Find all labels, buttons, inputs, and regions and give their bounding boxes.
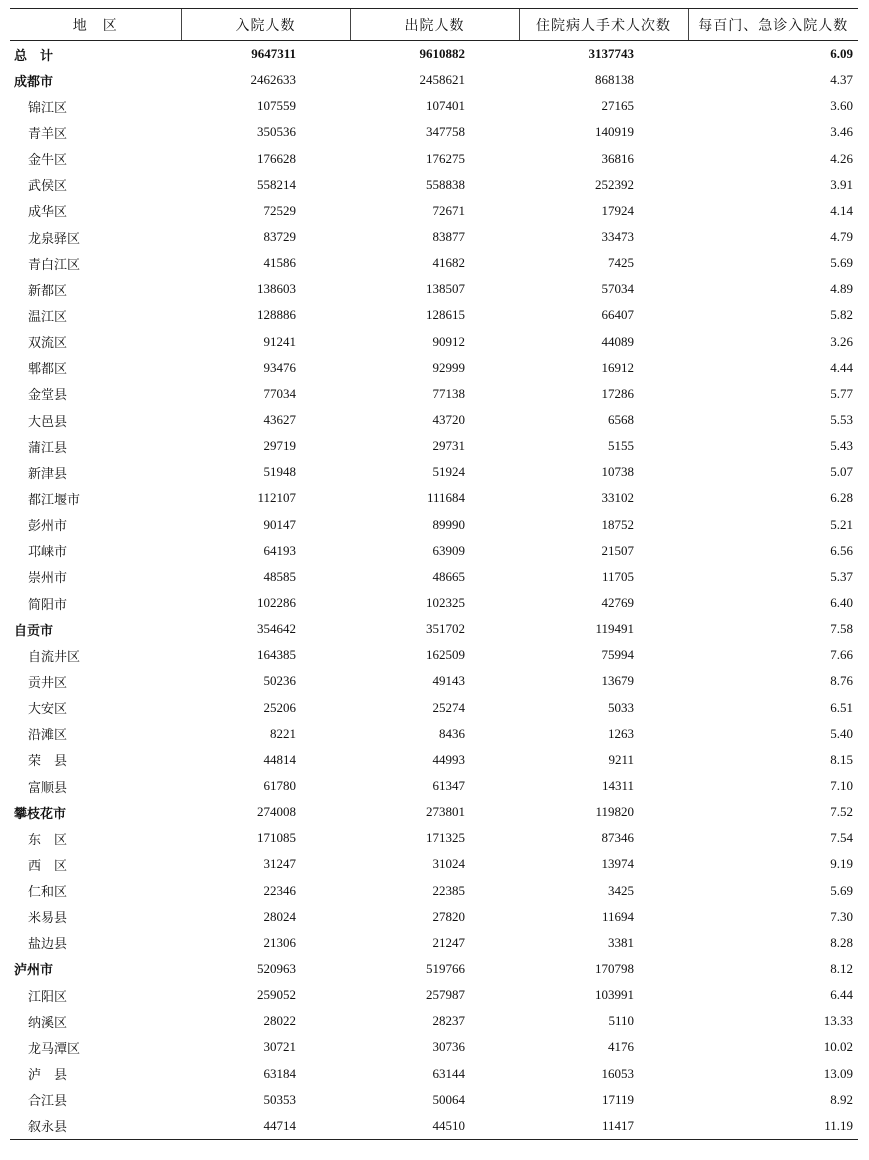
region-name-cell: 攀枝花市 — [14, 806, 67, 822]
surgeries-cell: 3381 — [608, 934, 634, 950]
table-row — [10, 590, 858, 616]
surgeries-cell: 75994 — [601, 647, 634, 663]
admission-rate-cell: 11.19 — [688, 1113, 858, 1140]
header-region: 地 区 — [10, 9, 181, 41]
table-row — [10, 250, 858, 276]
admissions-cell: 171085 — [257, 830, 296, 846]
discharges-cell: 41682 — [432, 255, 465, 271]
admissions-cell: 128886 — [257, 307, 296, 323]
table-row — [10, 695, 858, 721]
region-name-cell: 荣 县 — [28, 754, 68, 770]
region-name-cell: 合江县 — [28, 1094, 68, 1110]
table-row — [10, 799, 858, 825]
discharges-cell: 63144 — [432, 1065, 465, 1081]
table-row — [10, 1060, 858, 1086]
admissions-cell: 50353 — [263, 1091, 296, 1107]
admissions-cell: 44714 — [181, 1113, 350, 1140]
discharges-cell: 519766 — [426, 960, 465, 976]
surgeries-cell: 103991 — [595, 987, 634, 1003]
discharges-cell: 171325 — [426, 830, 465, 846]
admission-rate-cell: 6.09 — [830, 46, 853, 62]
region-name-cell: 自流井区 — [28, 649, 81, 665]
region-name-cell: 新都区 — [28, 283, 68, 299]
table-row — [10, 878, 858, 904]
region-name-cell: 彭州市 — [28, 519, 68, 535]
region-name-cell: 青羊区 — [28, 126, 68, 142]
admissions-cell: 30721 — [263, 1039, 296, 1055]
admissions-cell: 51948 — [263, 464, 296, 480]
admissions-cell: 44814 — [263, 751, 296, 767]
admissions-cell: 64193 — [263, 542, 296, 558]
table-row — [10, 538, 858, 564]
admissions-cell: 138603 — [257, 281, 296, 297]
discharges-cell: 111684 — [426, 490, 465, 506]
surgeries-cell: 5033 — [608, 699, 634, 715]
discharges-cell: 48665 — [432, 568, 465, 584]
admission-rate-cell: 7.10 — [830, 778, 853, 793]
table-row — [10, 433, 858, 459]
surgeries-cell: 3425 — [608, 882, 634, 898]
surgeries-cell: 252392 — [595, 176, 634, 192]
admission-rate-cell: 6.56 — [830, 542, 853, 558]
discharges-cell: 49143 — [432, 673, 465, 689]
hospital-admissions-table — [10, 8, 858, 1140]
admissions-cell: 558214 — [257, 176, 296, 192]
region-name-cell: 泸 县 — [28, 1068, 68, 1084]
admissions-cell: 90147 — [263, 516, 296, 532]
discharges-cell: 72671 — [432, 202, 465, 218]
region-name-cell: 纳溪区 — [28, 1015, 68, 1031]
table-row — [10, 381, 858, 407]
region-name-cell: 叙永县 — [10, 1113, 181, 1140]
table-row — [10, 276, 858, 302]
region-name-cell: 大安区 — [28, 702, 68, 718]
admission-rate-cell: 6.51 — [830, 699, 853, 715]
table-row — [10, 67, 858, 93]
admission-rate-cell: 10.02 — [823, 1039, 853, 1055]
admissions-cell: 274008 — [257, 804, 296, 820]
admissions-cell: 50236 — [263, 673, 296, 689]
table-row — [10, 302, 858, 328]
table-row — [10, 172, 858, 198]
admission-rate-cell: 7.66 — [830, 647, 853, 663]
region-name-cell: 龙泉驿区 — [28, 231, 81, 247]
table-header — [10, 9, 858, 41]
admission-rate-cell: 5.82 — [830, 307, 853, 323]
surgeries-cell: 33473 — [601, 229, 634, 245]
admissions-cell: 63184 — [263, 1065, 296, 1081]
surgeries-cell: 5110 — [608, 1013, 634, 1029]
surgeries-cell: 17286 — [601, 385, 634, 401]
region-name-cell: 仁和区 — [28, 885, 68, 901]
surgeries-cell: 1263 — [608, 725, 634, 741]
admission-rate-cell: 3.60 — [830, 98, 853, 114]
surgeries-cell: 17119 — [601, 1091, 634, 1107]
region-name-cell: 金堂县 — [28, 388, 68, 404]
discharges-cell: 176275 — [426, 150, 465, 166]
discharges-cell: 61347 — [432, 778, 465, 793]
admissions-cell: 102286 — [257, 595, 296, 611]
region-name-cell: 西 区 — [28, 858, 68, 874]
surgeries-cell: 18752 — [601, 516, 634, 532]
region-name-cell: 泸州市 — [14, 963, 54, 979]
admission-rate-cell: 3.26 — [830, 333, 853, 349]
header-row — [10, 9, 858, 41]
surgeries-cell: 16912 — [601, 359, 634, 375]
admission-rate-cell: 9.19 — [830, 856, 853, 872]
surgeries-cell: 13679 — [601, 673, 634, 689]
admission-rate-cell: 13.09 — [823, 1065, 853, 1081]
admissions-cell: 83729 — [263, 229, 296, 245]
admissions-cell: 43627 — [263, 412, 296, 428]
table-row — [10, 616, 858, 642]
admissions-cell: 107559 — [257, 98, 296, 114]
region-name-cell: 盐边县 — [28, 937, 68, 953]
admissions-cell: 29719 — [263, 438, 296, 454]
region-name-cell: 江阳区 — [28, 989, 68, 1005]
admissions-cell: 28024 — [263, 908, 296, 924]
surgeries-cell: 6568 — [608, 412, 634, 428]
admission-rate-cell: 8.15 — [830, 751, 853, 767]
region-name-cell: 龙马潭区 — [28, 1041, 81, 1057]
surgeries-cell: 170798 — [595, 960, 634, 976]
table-row — [10, 1113, 858, 1140]
region-name-cell: 东 区 — [28, 832, 68, 848]
admission-rate-cell: 5.40 — [830, 725, 853, 741]
surgeries-cell: 44089 — [601, 333, 634, 349]
discharges-cell: 92999 — [432, 359, 465, 375]
region-name-cell: 总 计 — [14, 48, 54, 64]
surgeries-cell: 33102 — [601, 490, 634, 506]
table-row — [10, 407, 858, 433]
discharges-cell: 257987 — [426, 987, 465, 1003]
region-name-cell: 青白江区 — [28, 257, 81, 273]
discharges-cell: 22385 — [432, 882, 465, 898]
table-row — [10, 721, 858, 747]
admissions-cell: 93476 — [263, 359, 296, 375]
region-name-cell: 沿滩区 — [28, 728, 68, 744]
admission-rate-cell: 8.92 — [830, 1091, 853, 1107]
discharges-cell: 2458621 — [419, 72, 465, 88]
table-row — [10, 1008, 858, 1034]
surgeries-cell: 119491 — [595, 621, 634, 637]
admission-rate-cell: 4.44 — [830, 359, 853, 375]
admissions-cell: 41586 — [263, 255, 296, 271]
surgeries-cell: 27165 — [601, 98, 634, 114]
admission-rate-cell: 5.77 — [830, 385, 853, 401]
region-name-cell: 都江堰市 — [28, 492, 81, 508]
table-row — [10, 1034, 858, 1060]
region-name-cell: 双流区 — [28, 336, 68, 352]
admissions-cell: 259052 — [257, 987, 296, 1003]
discharges-cell: 50064 — [432, 1091, 465, 1107]
discharges-cell: 162509 — [426, 647, 465, 663]
surgeries-cell: 21507 — [601, 542, 634, 558]
region-name-cell: 成华区 — [28, 205, 68, 221]
discharges-cell: 21247 — [432, 934, 465, 950]
region-name-cell: 郫都区 — [28, 362, 68, 378]
admission-rate-cell: 5.43 — [830, 438, 853, 454]
table-row — [10, 773, 858, 799]
admissions-cell: 354642 — [257, 621, 296, 637]
discharges-cell: 27820 — [432, 908, 465, 924]
discharges-cell: 83877 — [432, 229, 465, 245]
admission-rate-cell: 8.28 — [830, 934, 853, 950]
admission-rate-cell: 5.53 — [830, 412, 853, 428]
discharges-cell: 44993 — [432, 751, 465, 767]
table-row — [10, 41, 858, 68]
region-name-cell: 温江区 — [28, 309, 68, 325]
admissions-cell: 48585 — [263, 568, 296, 584]
header-admissions: 入院人数 — [181, 9, 350, 41]
admission-rate-cell: 5.07 — [830, 464, 853, 480]
discharges-cell: 89990 — [432, 516, 465, 532]
admission-rate-cell: 7.30 — [830, 908, 853, 924]
admission-rate-cell: 4.89 — [830, 281, 853, 297]
admission-rate-cell: 4.37 — [830, 72, 853, 88]
table-row — [10, 904, 858, 930]
surgeries-cell: 10738 — [601, 464, 634, 480]
discharges-cell: 107401 — [426, 98, 465, 114]
table-row — [10, 119, 858, 145]
region-name-cell: 米易县 — [28, 911, 68, 927]
admissions-cell: 77034 — [263, 385, 296, 401]
discharges-cell: 77138 — [432, 385, 465, 401]
region-name-cell: 武侯区 — [28, 179, 68, 195]
table-row — [10, 1087, 858, 1113]
admissions-cell: 72529 — [263, 202, 296, 218]
surgeries-cell: 5155 — [608, 438, 634, 454]
surgeries-cell: 11417 — [519, 1113, 688, 1140]
table-row — [10, 355, 858, 381]
region-name-cell: 富顺县 — [28, 780, 68, 796]
discharges-cell: 25274 — [432, 699, 465, 715]
discharges-cell: 30736 — [432, 1039, 465, 1055]
header-discharges: 出院人数 — [350, 9, 519, 41]
admissions-cell: 164385 — [257, 647, 296, 663]
table-row — [10, 668, 858, 694]
table-body — [10, 41, 858, 1140]
admission-rate-cell: 7.54 — [830, 830, 853, 846]
region-name-cell: 贡井区 — [28, 675, 68, 691]
discharges-cell: 558838 — [426, 176, 465, 192]
surgeries-cell: 11705 — [601, 568, 634, 584]
header-surgeries: 住院病人手术人次数 — [519, 9, 688, 41]
region-name-cell: 锦江区 — [28, 100, 68, 116]
table-row — [10, 459, 858, 485]
admissions-cell: 9647311 — [251, 46, 296, 62]
discharges-cell: 63909 — [432, 542, 465, 558]
statistics-table-page — [10, 8, 858, 1140]
admission-rate-cell: 8.12 — [830, 960, 853, 976]
surgeries-cell: 3137743 — [588, 46, 634, 62]
admissions-cell: 61780 — [263, 778, 296, 793]
discharges-cell: 8436 — [439, 725, 465, 741]
region-name-cell: 大邑县 — [28, 414, 68, 430]
admissions-cell: 176628 — [257, 150, 296, 166]
table-row — [10, 146, 858, 172]
surgeries-cell: 9211 — [608, 751, 634, 767]
admissions-cell: 25206 — [263, 699, 296, 715]
table-row — [10, 825, 858, 851]
region-name-cell: 崇州市 — [28, 571, 68, 587]
header-admission-rate: 每百门、急诊入院人数 — [688, 9, 858, 41]
region-name-cell: 简阳市 — [28, 597, 68, 613]
table-row — [10, 329, 858, 355]
surgeries-cell: 7425 — [608, 255, 634, 271]
table-row — [10, 982, 858, 1008]
admissions-cell: 21306 — [263, 934, 296, 950]
table-row — [10, 747, 858, 773]
surgeries-cell: 868138 — [595, 72, 634, 88]
table-row — [10, 198, 858, 224]
admissions-cell: 28022 — [263, 1013, 296, 1029]
surgeries-cell: 13974 — [601, 856, 634, 872]
table-row — [10, 485, 858, 511]
table-row — [10, 851, 858, 877]
admission-rate-cell: 4.14 — [830, 202, 853, 218]
surgeries-cell: 16053 — [601, 1065, 634, 1081]
discharges-cell: 138507 — [426, 281, 465, 297]
region-name-cell: 成都市 — [14, 74, 54, 90]
region-name-cell: 新津县 — [28, 466, 68, 482]
surgeries-cell: 87346 — [601, 830, 634, 846]
admission-rate-cell: 5.69 — [830, 255, 853, 271]
surgeries-cell: 4176 — [608, 1039, 634, 1055]
admission-rate-cell: 7.58 — [830, 621, 853, 637]
admission-rate-cell: 8.76 — [830, 673, 853, 689]
admission-rate-cell: 5.21 — [830, 516, 853, 532]
discharges-cell: 273801 — [426, 804, 465, 820]
surgeries-cell: 42769 — [601, 595, 634, 611]
surgeries-cell: 17924 — [601, 202, 634, 218]
table-row — [10, 956, 858, 982]
table-row — [10, 93, 858, 119]
discharges-cell: 51924 — [432, 464, 465, 480]
region-name-cell: 自贡市 — [14, 623, 54, 639]
discharges-cell: 29731 — [432, 438, 465, 454]
discharges-cell: 31024 — [432, 856, 465, 872]
admission-rate-cell: 4.26 — [830, 150, 853, 166]
discharges-cell: 128615 — [426, 307, 465, 323]
surgeries-cell: 11694 — [601, 908, 634, 924]
surgeries-cell: 36816 — [601, 150, 634, 166]
admissions-cell: 112107 — [257, 490, 296, 506]
table-row — [10, 930, 858, 956]
admissions-cell: 2462633 — [250, 72, 296, 88]
discharges-cell: 9610882 — [419, 46, 465, 62]
admission-rate-cell: 5.69 — [830, 882, 853, 898]
discharges-cell: 43720 — [432, 412, 465, 428]
table-row — [10, 224, 858, 250]
admissions-cell: 91241 — [263, 333, 296, 349]
discharges-cell: 351702 — [426, 621, 465, 637]
admissions-cell: 350536 — [257, 124, 296, 140]
table-row — [10, 564, 858, 590]
region-name-cell: 邛崃市 — [28, 545, 68, 561]
surgeries-cell: 140919 — [595, 124, 634, 140]
surgeries-cell: 57034 — [601, 281, 634, 297]
admission-rate-cell: 13.33 — [823, 1013, 853, 1029]
admissions-cell: 22346 — [263, 882, 296, 898]
surgeries-cell: 119820 — [595, 804, 634, 820]
surgeries-cell: 14311 — [601, 778, 634, 793]
admission-rate-cell: 6.44 — [830, 987, 853, 1003]
table-row — [10, 512, 858, 538]
admission-rate-cell: 7.52 — [830, 804, 853, 820]
admissions-cell: 8221 — [270, 725, 296, 741]
admission-rate-cell: 5.37 — [830, 568, 853, 584]
admission-rate-cell: 6.28 — [830, 490, 853, 506]
admission-rate-cell: 3.46 — [830, 124, 853, 140]
region-name-cell: 蒲江县 — [28, 440, 68, 456]
region-name-cell: 金牛区 — [28, 153, 68, 169]
admission-rate-cell: 6.40 — [830, 595, 853, 611]
discharges-cell: 90912 — [432, 333, 465, 349]
admission-rate-cell: 3.91 — [830, 176, 853, 192]
discharges-cell: 28237 — [432, 1013, 465, 1029]
surgeries-cell: 66407 — [601, 307, 634, 323]
admission-rate-cell: 4.79 — [830, 229, 853, 245]
discharges-cell: 102325 — [426, 595, 465, 611]
admissions-cell: 31247 — [263, 856, 296, 872]
table-row — [10, 642, 858, 668]
discharges-cell: 44510 — [350, 1113, 519, 1140]
admissions-cell: 520963 — [257, 960, 296, 976]
discharges-cell: 347758 — [426, 124, 465, 140]
